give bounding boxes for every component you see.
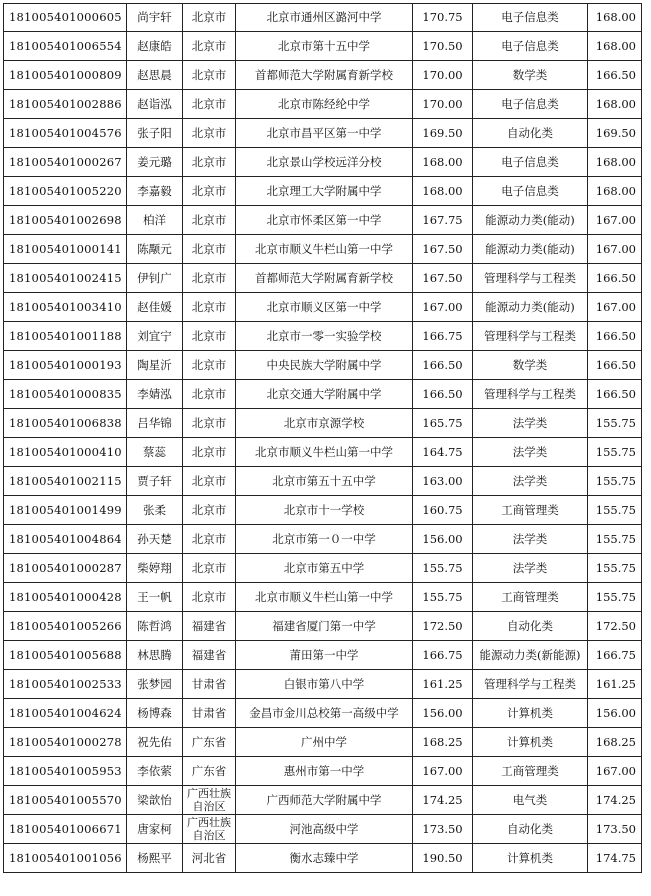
student-id-cell: 181005401001188	[4, 322, 127, 351]
province-cell: 北京市	[183, 583, 236, 612]
province-cell: 北京市	[183, 525, 236, 554]
student-name-cell: 杨熙平	[127, 844, 183, 873]
school-cell: 北京市第十五中学	[236, 32, 413, 61]
student-name-cell: 刘宜宁	[127, 322, 183, 351]
table-row	[4, 177, 642, 206]
admission-table	[3, 3, 642, 873]
table-row	[4, 699, 642, 728]
cutoff-score-cell: 155.75	[588, 409, 642, 438]
major-cell: 数学类	[473, 61, 588, 90]
student-id-cell: 181005401004576	[4, 119, 127, 148]
school-cell: 北京市第五十五中学	[236, 467, 413, 496]
table-row	[4, 467, 642, 496]
student-name-cell: 王一帆	[127, 583, 183, 612]
table-row	[4, 612, 642, 641]
major-cell: 电子信息类	[473, 148, 588, 177]
major-cell: 法学类	[473, 438, 588, 467]
student-name-cell: 张梦园	[127, 670, 183, 699]
school-cell: 福建省厦门第一中学	[236, 612, 413, 641]
cutoff-score-cell: 168.00	[588, 32, 642, 61]
school-cell: 北京市顺义牛栏山第一中学	[236, 438, 413, 467]
table-row	[4, 438, 642, 467]
school-cell: 北京市顺义区第一中学	[236, 293, 413, 322]
major-cell: 电子信息类	[473, 32, 588, 61]
school-cell: 北京市第一０一中学	[236, 525, 413, 554]
school-cell: 白银市第八中学	[236, 670, 413, 699]
major-cell: 自动化类	[473, 119, 588, 148]
cutoff-score-cell: 167.00	[588, 757, 642, 786]
major-cell: 工商管理类	[473, 757, 588, 786]
student-id-cell: 181005401002415	[4, 264, 127, 293]
student-id-cell: 181005401001056	[4, 844, 127, 873]
school-cell: 北京市一零一实验学校	[236, 322, 413, 351]
table-row	[4, 409, 642, 438]
school-cell: 金昌市金川总校第一高级中学	[236, 699, 413, 728]
school-cell: 莆田第一中学	[236, 641, 413, 670]
school-cell: 衡水志臻中学	[236, 844, 413, 873]
province-cell: 福建省	[183, 641, 236, 670]
score-cell: 156.00	[413, 525, 473, 554]
student-name-cell: 李依萦	[127, 757, 183, 786]
cutoff-score-cell: 166.50	[588, 322, 642, 351]
score-cell: 167.50	[413, 235, 473, 264]
student-id-cell: 181005401003410	[4, 293, 127, 322]
cutoff-score-cell: 167.00	[588, 206, 642, 235]
cutoff-score-cell: 168.00	[588, 177, 642, 206]
cutoff-score-cell: 168.25	[588, 728, 642, 757]
major-cell: 计算机类	[473, 844, 588, 873]
score-cell: 163.00	[413, 467, 473, 496]
score-cell: 164.75	[413, 438, 473, 467]
school-cell: 北京市第五中学	[236, 554, 413, 583]
student-name-cell: 陈颙元	[127, 235, 183, 264]
student-id-cell: 181005401004624	[4, 699, 127, 728]
student-name-cell: 贾子轩	[127, 467, 183, 496]
student-name-cell: 陶星沂	[127, 351, 183, 380]
student-id-cell: 181005401002886	[4, 90, 127, 119]
score-cell: 174.25	[413, 786, 473, 815]
score-cell: 173.50	[413, 815, 473, 844]
major-cell: 工商管理类	[473, 583, 588, 612]
school-cell: 中央民族大学附属中学	[236, 351, 413, 380]
major-cell: 法学类	[473, 525, 588, 554]
cutoff-score-cell: 166.75	[588, 641, 642, 670]
table-row	[4, 322, 642, 351]
cutoff-score-cell: 166.50	[588, 61, 642, 90]
school-cell: 北京市京源学校	[236, 409, 413, 438]
student-name-cell: 柴婷翔	[127, 554, 183, 583]
province-cell	[183, 815, 236, 844]
table-row	[4, 235, 642, 264]
student-id-cell: 181005401000267	[4, 148, 127, 177]
table-row	[4, 670, 642, 699]
cutoff-score-cell: 155.75	[588, 554, 642, 583]
cutoff-score-cell: 174.25	[588, 786, 642, 815]
province-cell: 北京市	[183, 206, 236, 235]
table-row	[4, 380, 642, 409]
score-cell: 167.00	[413, 757, 473, 786]
major-cell: 管理科学与工程类	[473, 264, 588, 293]
province-cell: 北京市	[183, 438, 236, 467]
major-cell: 电气类	[473, 786, 588, 815]
cutoff-score-cell: 156.00	[588, 699, 642, 728]
table-row	[4, 583, 642, 612]
cutoff-score-cell: 173.50	[588, 815, 642, 844]
cutoff-score-cell: 166.50	[588, 380, 642, 409]
province-cell: 北京市	[183, 61, 236, 90]
school-cell: 北京市十一学校	[236, 496, 413, 525]
student-id-cell: 181005401002533	[4, 670, 127, 699]
student-name-cell: 赵思晨	[127, 61, 183, 90]
table-row	[4, 4, 642, 32]
student-id-cell: 181005401000410	[4, 438, 127, 467]
major-cell: 法学类	[473, 467, 588, 496]
student-id-cell: 181005401000428	[4, 583, 127, 612]
school-cell: 北京市怀柔区第一中学	[236, 206, 413, 235]
major-cell: 电子信息类	[473, 90, 588, 119]
cutoff-score-cell: 174.75	[588, 844, 642, 873]
student-name-cell: 李嘉毅	[127, 177, 183, 206]
province-cell: 北京市	[183, 380, 236, 409]
table-row	[4, 815, 642, 844]
province-cell: 北京市	[183, 235, 236, 264]
cutoff-score-cell: 169.50	[588, 119, 642, 148]
score-cell: 166.50	[413, 380, 473, 409]
province-line: 广西壮族	[187, 787, 231, 800]
province-cell: 北京市	[183, 264, 236, 293]
student-name-cell: 杨博森	[127, 699, 183, 728]
table-row	[4, 728, 642, 757]
major-cell: 能源动力类(能动)	[473, 293, 588, 322]
province-cell: 广东省	[183, 728, 236, 757]
student-id-cell: 181005401005570	[4, 786, 127, 815]
score-cell: 167.75	[413, 206, 473, 235]
province-cell: 甘肃省	[183, 670, 236, 699]
table-row	[4, 61, 642, 90]
table-body	[4, 4, 642, 873]
table-row	[4, 90, 642, 119]
student-name-cell: 陈哲鸿	[127, 612, 183, 641]
score-cell: 167.50	[413, 264, 473, 293]
major-cell: 电子信息类	[473, 4, 588, 32]
score-cell: 170.75	[413, 4, 473, 32]
cutoff-score-cell: 167.00	[588, 293, 642, 322]
score-cell: 168.00	[413, 177, 473, 206]
score-cell: 166.75	[413, 641, 473, 670]
school-cell: 北京交通大学附属中学	[236, 380, 413, 409]
score-cell: 170.00	[413, 61, 473, 90]
score-cell: 172.50	[413, 612, 473, 641]
table-row	[4, 351, 642, 380]
score-cell: 170.50	[413, 32, 473, 61]
table-row	[4, 119, 642, 148]
table-row	[4, 148, 642, 177]
province-cell: 北京市	[183, 177, 236, 206]
school-cell: 北京景山学校远洋分校	[236, 148, 413, 177]
score-cell: 169.50	[413, 119, 473, 148]
province-cell: 北京市	[183, 554, 236, 583]
major-cell: 能源动力类(能动)	[473, 206, 588, 235]
province-cell	[183, 786, 236, 815]
school-cell: 首都师范大学附属育新学校	[236, 264, 413, 293]
student-id-cell: 181005401005266	[4, 612, 127, 641]
major-cell: 计算机类	[473, 728, 588, 757]
major-cell: 计算机类	[473, 699, 588, 728]
score-cell: 170.00	[413, 90, 473, 119]
cutoff-score-cell: 172.50	[588, 612, 642, 641]
student-name-cell: 李婧泓	[127, 380, 183, 409]
major-cell: 法学类	[473, 409, 588, 438]
school-cell: 北京市顺义牛栏山第一中学	[236, 583, 413, 612]
student-name-cell: 祝先佑	[127, 728, 183, 757]
province-cell: 北京市	[183, 351, 236, 380]
student-name-cell: 赵康皓	[127, 32, 183, 61]
score-cell: 167.00	[413, 293, 473, 322]
student-name-cell: 伊钊广	[127, 264, 183, 293]
student-name-cell: 张子阳	[127, 119, 183, 148]
student-name-cell: 唐家柯	[127, 815, 183, 844]
province-line: 自治区	[192, 829, 226, 842]
table-row	[4, 757, 642, 786]
major-cell: 数学类	[473, 351, 588, 380]
student-name-cell: 吕华锦	[127, 409, 183, 438]
student-name-cell: 林思腾	[127, 641, 183, 670]
cutoff-score-cell: 168.00	[588, 90, 642, 119]
score-cell: 160.75	[413, 496, 473, 525]
province-cell: 北京市	[183, 90, 236, 119]
school-cell: 河池高级中学	[236, 815, 413, 844]
score-cell: 155.75	[413, 554, 473, 583]
student-id-cell: 181005401000141	[4, 235, 127, 264]
table-row	[4, 844, 642, 873]
school-cell: 首都师范大学附属育新学校	[236, 61, 413, 90]
score-cell: 156.00	[413, 699, 473, 728]
cutoff-score-cell: 155.75	[588, 467, 642, 496]
school-cell: 北京理工大学附属中学	[236, 177, 413, 206]
province-cell: 北京市	[183, 409, 236, 438]
student-id-cell: 181005401000809	[4, 61, 127, 90]
score-cell: 168.00	[413, 148, 473, 177]
score-cell: 168.25	[413, 728, 473, 757]
student-name-cell: 梁歆怡	[127, 786, 183, 815]
province-cell: 河北省	[183, 844, 236, 873]
cutoff-score-cell: 155.75	[588, 583, 642, 612]
student-id-cell: 181005401005220	[4, 177, 127, 206]
school-cell: 北京市通州区潞河中学	[236, 4, 413, 32]
major-cell: 管理科学与工程类	[473, 670, 588, 699]
province-line: 广西壮族	[187, 816, 231, 829]
student-id-cell: 181005401006838	[4, 409, 127, 438]
province-cell: 北京市	[183, 496, 236, 525]
major-cell: 能源动力类(新能源)	[473, 641, 588, 670]
student-name-cell: 尚宇轩	[127, 4, 183, 32]
major-cell: 电子信息类	[473, 177, 588, 206]
table-row	[4, 496, 642, 525]
major-cell: 管理科学与工程类	[473, 322, 588, 351]
cutoff-score-cell: 161.25	[588, 670, 642, 699]
student-id-cell: 181005401001499	[4, 496, 127, 525]
major-cell: 自动化类	[473, 612, 588, 641]
cutoff-score-cell: 168.00	[588, 4, 642, 32]
major-cell: 管理科学与工程类	[473, 380, 588, 409]
student-id-cell: 181005401000835	[4, 380, 127, 409]
student-id-cell: 181005401005953	[4, 757, 127, 786]
table-row	[4, 32, 642, 61]
student-name-cell: 蔡蕊	[127, 438, 183, 467]
school-cell: 惠州市第一中学	[236, 757, 413, 786]
cutoff-score-cell: 166.50	[588, 351, 642, 380]
province-cell: 广东省	[183, 757, 236, 786]
cutoff-score-cell: 155.75	[588, 438, 642, 467]
province-line: 自治区	[192, 800, 226, 813]
school-cell: 北京市昌平区第一中学	[236, 119, 413, 148]
table-row	[4, 641, 642, 670]
school-cell: 广州中学	[236, 728, 413, 757]
student-id-cell: 181005401006671	[4, 815, 127, 844]
score-cell: 155.75	[413, 583, 473, 612]
student-name-cell: 柏洋	[127, 206, 183, 235]
major-cell: 工商管理类	[473, 496, 588, 525]
major-cell: 法学类	[473, 554, 588, 583]
major-cell: 自动化类	[473, 815, 588, 844]
score-cell: 166.50	[413, 351, 473, 380]
student-id-cell: 181005401000193	[4, 351, 127, 380]
student-name-cell: 姜元璐	[127, 148, 183, 177]
table-row	[4, 264, 642, 293]
student-id-cell: 181005401000605	[4, 4, 127, 32]
province-cell: 甘肃省	[183, 699, 236, 728]
student-name-cell: 张柔	[127, 496, 183, 525]
score-cell: 161.25	[413, 670, 473, 699]
school-cell: 广西师范大学附属中学	[236, 786, 413, 815]
student-name-cell: 孙天楚	[127, 525, 183, 554]
student-id-cell: 181005401000287	[4, 554, 127, 583]
school-cell: 北京市顺义牛栏山第一中学	[236, 235, 413, 264]
table-row	[4, 293, 642, 322]
student-id-cell: 181005401005688	[4, 641, 127, 670]
student-id-cell: 181005401002698	[4, 206, 127, 235]
province-cell: 北京市	[183, 148, 236, 177]
student-name-cell: 赵佳媛	[127, 293, 183, 322]
student-id-cell: 181005401002115	[4, 467, 127, 496]
student-name-cell: 赵诣泓	[127, 90, 183, 119]
cutoff-score-cell: 167.00	[588, 235, 642, 264]
cutoff-score-cell: 166.50	[588, 264, 642, 293]
table-row	[4, 786, 642, 815]
score-cell: 166.75	[413, 322, 473, 351]
province-cell: 北京市	[183, 293, 236, 322]
province-cell: 北京市	[183, 322, 236, 351]
table-row	[4, 206, 642, 235]
student-id-cell: 181005401006554	[4, 32, 127, 61]
cutoff-score-cell: 155.75	[588, 525, 642, 554]
province-cell: 北京市	[183, 4, 236, 32]
table-row	[4, 525, 642, 554]
province-cell: 北京市	[183, 32, 236, 61]
school-cell: 北京市陈经纶中学	[236, 90, 413, 119]
major-cell: 能源动力类(能动)	[473, 235, 588, 264]
cutoff-score-cell: 168.00	[588, 148, 642, 177]
province-cell: 福建省	[183, 612, 236, 641]
score-cell: 165.75	[413, 409, 473, 438]
cutoff-score-cell: 155.75	[588, 496, 642, 525]
province-cell: 北京市	[183, 467, 236, 496]
table-row	[4, 554, 642, 583]
student-id-cell: 181005401004864	[4, 525, 127, 554]
student-id-cell: 181005401000278	[4, 728, 127, 757]
score-cell: 190.50	[413, 844, 473, 873]
province-cell: 北京市	[183, 119, 236, 148]
